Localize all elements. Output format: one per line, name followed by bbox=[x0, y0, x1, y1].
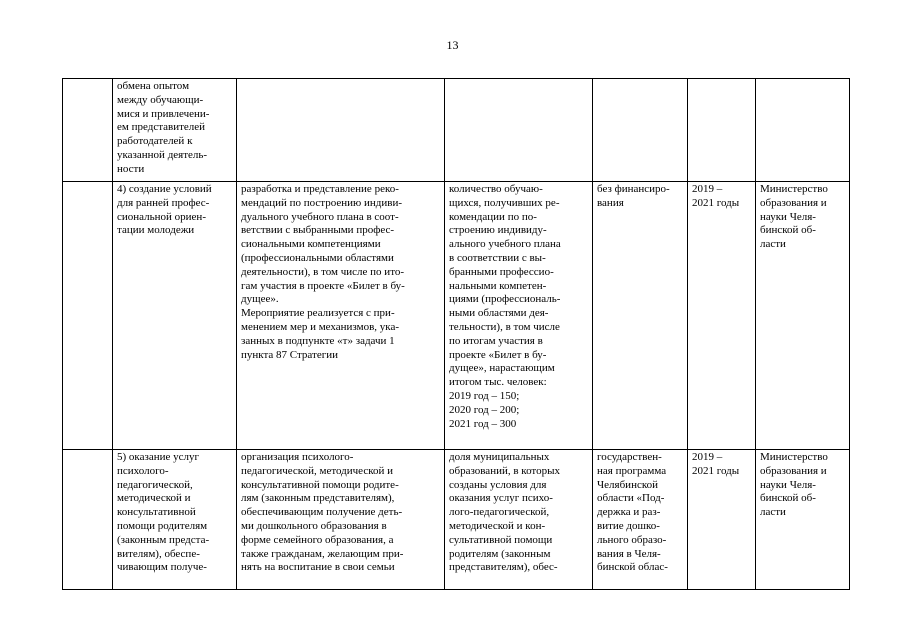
cell-text-line: доля муниципальных bbox=[449, 451, 550, 463]
table-row bbox=[63, 79, 850, 182]
cell-text-line: ласти bbox=[760, 506, 786, 519]
cell-text-line: помощи родителям bbox=[117, 519, 208, 532]
cell-text-line: педагогической, bbox=[117, 478, 193, 491]
cell-text-line: 2021 годы bbox=[692, 196, 740, 209]
cell-text-line: ем представителей bbox=[117, 121, 206, 134]
cell-number bbox=[63, 79, 113, 182]
cell-financing bbox=[593, 450, 688, 590]
cell-text-line: щихся, получивших ре- bbox=[449, 196, 560, 209]
cell-measure bbox=[237, 182, 445, 450]
cell-text-line: сультативной помощи bbox=[449, 533, 553, 546]
cell-period bbox=[688, 79, 756, 182]
cell-number bbox=[63, 182, 113, 450]
cell-text-line: разработка и представление реко- bbox=[241, 183, 399, 195]
cell-period bbox=[688, 182, 756, 450]
cell-text-line: проекте «Билет в бу- bbox=[449, 348, 547, 361]
cell-text-line: организация психолого- bbox=[241, 451, 354, 463]
cell-text-line: оказания услуг психо- bbox=[449, 492, 553, 505]
cell-text-line: методической и кон- bbox=[449, 519, 546, 532]
cell-text-line: вания в Челя- bbox=[597, 547, 661, 560]
cell-text-line: области «Под- bbox=[597, 492, 665, 505]
table-row bbox=[63, 182, 850, 450]
cell-financing bbox=[593, 182, 688, 450]
cell-measure bbox=[237, 79, 445, 182]
cell-text-line: дущее». bbox=[241, 293, 279, 306]
cell-text-line: держка и раз- bbox=[597, 506, 661, 519]
cell-text-line: дущее», нарастающим bbox=[449, 362, 555, 375]
cell-period bbox=[688, 450, 756, 590]
cell-text-line: консультативной помощи родите- bbox=[241, 478, 399, 491]
cell-text-line: (профессиональными областями bbox=[241, 251, 394, 264]
cell-text-line: бинской облас- bbox=[597, 561, 668, 574]
cell-text-line: для ранней профес- bbox=[117, 196, 210, 209]
cell-text-line: ального учебного плана bbox=[449, 238, 561, 251]
cell-text-line: Министерство bbox=[760, 183, 828, 195]
cell-text-line: занных в подпункте «т» задачи 1 bbox=[241, 334, 395, 347]
cell-indicator bbox=[445, 182, 593, 450]
cell-text-line: образований, в которых bbox=[449, 464, 560, 477]
cell-text-line: Министерство bbox=[760, 451, 828, 463]
cell-responsible bbox=[756, 79, 850, 182]
table-row bbox=[63, 450, 850, 590]
cell-text-line: витие дошко- bbox=[597, 519, 660, 532]
cell-text-line: ными областями дея- bbox=[449, 307, 549, 320]
cell-task bbox=[113, 79, 237, 182]
cell-text-line: итогом тыс. человек: bbox=[449, 376, 547, 389]
cell-text-line: тельности), в том числе bbox=[449, 320, 560, 333]
cell-text-line: между обучающи- bbox=[117, 93, 204, 106]
cell-text-line: лям (законным представителям), bbox=[241, 492, 395, 505]
cell-text-line: созданы условия для bbox=[449, 478, 547, 491]
cell-indicator bbox=[445, 450, 593, 590]
cell-text-line: 2021 годы bbox=[692, 464, 740, 477]
cell-text-line: вителям), обеспе- bbox=[117, 547, 200, 560]
cell-text-line: Мероприятие реализуется с при- bbox=[241, 307, 395, 320]
cell-text-line: чивающим получе- bbox=[117, 561, 207, 574]
cell-text-line: в соответствии с вы- bbox=[449, 251, 546, 264]
cell-text-line: также гражданам, желающим при- bbox=[241, 547, 404, 560]
cell-responsible bbox=[756, 450, 850, 590]
cell-text-line: лого-педагогической, bbox=[449, 506, 550, 519]
cell-text-line: строению индивиду- bbox=[449, 224, 547, 237]
cell-text-line: родителям (законным bbox=[449, 547, 551, 560]
cell-text-line: обмена опытом bbox=[117, 80, 190, 92]
cell-text-line: пункта 87 Стратегии bbox=[241, 348, 339, 361]
cell-text-line: государствен- bbox=[597, 451, 662, 463]
cell-text-line: менением мер и механизмов, ука- bbox=[241, 320, 399, 333]
cell-text-line: комендации по по- bbox=[449, 210, 537, 223]
cell-text-line: льного образо- bbox=[597, 533, 667, 546]
cell-text-line: представителям), обес- bbox=[449, 561, 558, 574]
cell-text-line: ная программа bbox=[597, 464, 667, 477]
cell-text-line: бранными профессио- bbox=[449, 265, 554, 278]
cell-text-line: сиональной ориен- bbox=[117, 210, 206, 223]
cell-number bbox=[63, 450, 113, 590]
cell-text-line: ности bbox=[117, 162, 145, 175]
cell-task bbox=[113, 182, 237, 450]
cell-text-line: количество обучаю- bbox=[449, 183, 543, 195]
cell-task bbox=[113, 450, 237, 590]
cell-text-line: 2020 год – 200; bbox=[449, 403, 520, 416]
cell-text-line: 2021 год – 300 bbox=[449, 417, 517, 430]
cell-text-line: нять на воспитание в свои семьи bbox=[241, 561, 395, 574]
cell-text-line: дуального учебного плана в соот- bbox=[241, 210, 399, 223]
cell-text-line: сиональными компетенциями bbox=[241, 238, 381, 251]
cell-text-line: по итогам участия в bbox=[449, 334, 543, 347]
cell-text-line: ми дошкольного образования в bbox=[241, 519, 387, 532]
cell-text-line: науки Челя- bbox=[760, 210, 816, 223]
cell-text-line: форме семейного образования, а bbox=[241, 533, 394, 546]
cell-text-line: бинской об- bbox=[760, 492, 816, 505]
page-number: 13 bbox=[446, 38, 459, 52]
cell-text-line: образования и bbox=[760, 196, 827, 209]
cell-measure bbox=[237, 450, 445, 590]
measures-table bbox=[62, 78, 850, 590]
cell-text-line: педагогической, методической и bbox=[241, 464, 394, 477]
cell-text-line: ласти bbox=[760, 238, 786, 251]
cell-text-line: 4) создание условий bbox=[117, 183, 212, 195]
cell-text-line: обеспечивающим получение деть- bbox=[241, 506, 403, 519]
cell-text-line: консультативной bbox=[117, 506, 196, 519]
cell-text-line: мися и привлечени- bbox=[117, 107, 210, 120]
cell-financing bbox=[593, 79, 688, 182]
cell-text-line: науки Челя- bbox=[760, 478, 816, 491]
cell-responsible bbox=[756, 182, 850, 450]
cell-text-line: вания bbox=[597, 196, 624, 209]
cell-text-line: Челябинской bbox=[597, 478, 659, 491]
cell-text-line: мендаций по построению индиви- bbox=[241, 196, 402, 209]
cell-text-line: гам участия в проекте «Билет в бу- bbox=[241, 279, 405, 292]
cell-text-line: 2019 – bbox=[692, 451, 723, 463]
cell-text-line: нальными компетен- bbox=[449, 279, 547, 292]
cell-indicator bbox=[445, 79, 593, 182]
cell-text-line: указанной деятель- bbox=[117, 148, 208, 161]
cell-text-line: деятельности), в том числе по ито- bbox=[241, 265, 405, 278]
cell-text-line: образования и bbox=[760, 464, 827, 477]
cell-text-line: психолого- bbox=[117, 464, 169, 477]
cell-text-line: 5) оказание услуг bbox=[117, 451, 199, 463]
cell-text-line: (законным предста- bbox=[117, 533, 210, 546]
cell-text-line: циями (профессиональ- bbox=[449, 293, 561, 306]
cell-text-line: без финансиро- bbox=[597, 183, 670, 195]
cell-text-line: методической и bbox=[117, 492, 191, 505]
cell-text-line: тации молодежи bbox=[117, 224, 195, 237]
cell-text-line: работодателей к bbox=[117, 135, 193, 148]
cell-text-line: ветствии с выбранными профес- bbox=[241, 224, 395, 237]
cell-text-line: бинской об- bbox=[760, 224, 816, 237]
cell-text-line: 2019 год – 150; bbox=[449, 389, 520, 402]
cell-text-line: 2019 – bbox=[692, 183, 723, 195]
